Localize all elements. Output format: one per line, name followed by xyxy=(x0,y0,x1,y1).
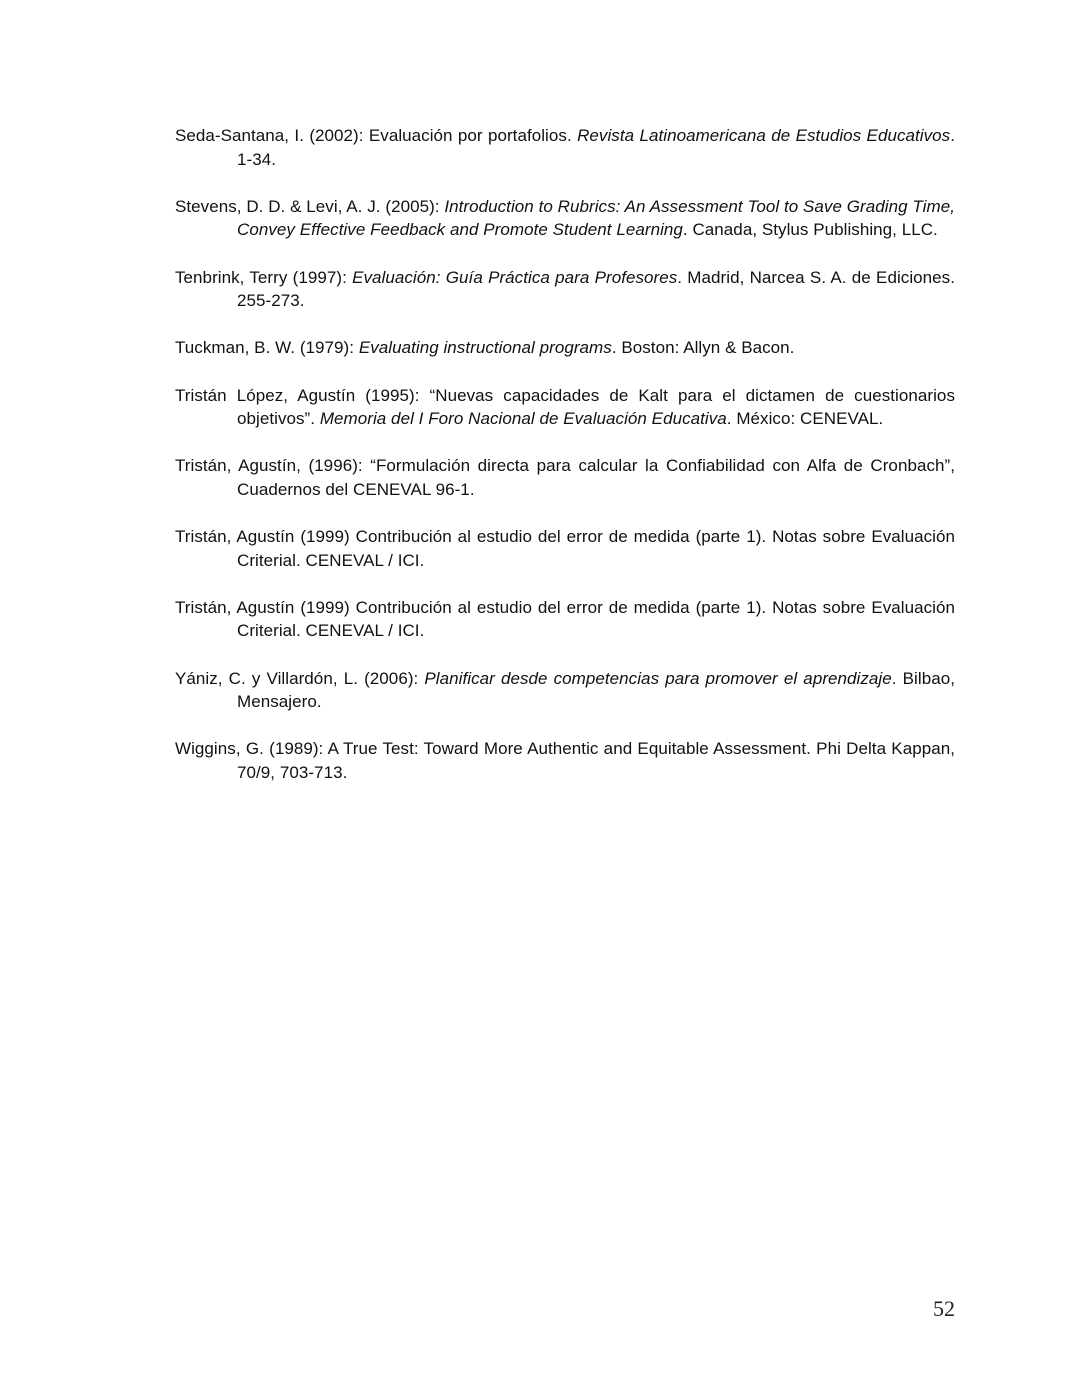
reference-text: Yániz, C. y Villardón, L. (2006): xyxy=(175,668,425,688)
reference-entry xyxy=(175,454,955,501)
reference-title-italic: Planificar desde competencias para promover el aprendizaje xyxy=(424,668,892,688)
reference-list xyxy=(175,124,955,808)
reference-text: . Madrid, Narcea S. A. de Ediciones. 255-273. xyxy=(237,267,955,311)
reference-text: Tuckman, B. W. (1979): xyxy=(175,338,359,358)
reference-title-italic: Evaluación: Guía Práctica para Profesores xyxy=(352,267,678,287)
reference-title-italic: Evaluating instructional programs xyxy=(358,338,612,358)
reference-text: . México: CENEVAL. xyxy=(726,409,884,429)
reference-entry xyxy=(175,525,955,572)
reference-entry xyxy=(175,266,955,313)
reference-entry xyxy=(175,737,955,784)
reference-text: Tristán, Agustín, (1996): “Formulación directa para calcular la Confiabilidad con Alfa de Cronbach”, Cuadernos del CENEVAL 96-1. xyxy=(175,456,955,499)
reference-text: Wiggins, G. (1989): A True Test: Toward More Authentic and Equitable Assessment. Phi Delta Kappan, 70/9, 703-713. xyxy=(175,739,955,783)
reference-entry xyxy=(175,336,955,360)
reference-text: Tristán López, Agustín (1995): “Nuevas capacidades de Kalt para el dictamen de cuestionarios objetivos”. xyxy=(175,385,955,429)
reference-title-italic: Revista Latinoamericana de Estudios Educativos xyxy=(577,126,951,145)
reference-text: Tristán, Agustín (1999) Contribución al estudio del error de medida (parte 1). Notas sobre Evaluación Criterial. CENEVAL / ICI. xyxy=(175,597,955,641)
reference-title-italic: Memoria del I Foro Nacional de Evaluación Educativa xyxy=(319,409,727,429)
reference-entry xyxy=(175,124,955,171)
reference-entry xyxy=(175,384,955,431)
reference-text: Seda-Santana, I. (2002): Evaluación por portafolios. xyxy=(175,126,578,145)
reference-text: . 1-34. xyxy=(237,126,955,169)
reference-text: . Bilbao, Mensajero. xyxy=(237,668,955,712)
reference-entry xyxy=(175,596,955,643)
reference-text: Stevens, D. D. & Levi, A. J. (2005): xyxy=(175,196,445,216)
reference-text: Tristán, Agustín (1999) Contribución al estudio del error de medida (parte 1). Notas sobre Evaluación Criterial. CENEVAL / ICI. xyxy=(175,527,955,570)
page-number: 52 xyxy=(933,1296,955,1321)
reference-text: Tenbrink, Terry (1997): xyxy=(175,267,353,287)
reference-title-italic: Introduction to Rubrics: An Assessment Tool to Save Grading Time, Convey Effective Feedback and Promote Student Learning xyxy=(237,196,955,240)
reference-text: . Canada, Stylus Publishing, LLC. xyxy=(682,220,938,240)
reference-text: . Boston: Allyn & Bacon. xyxy=(611,338,795,358)
reference-entry xyxy=(175,667,955,714)
reference-entry xyxy=(175,195,955,242)
